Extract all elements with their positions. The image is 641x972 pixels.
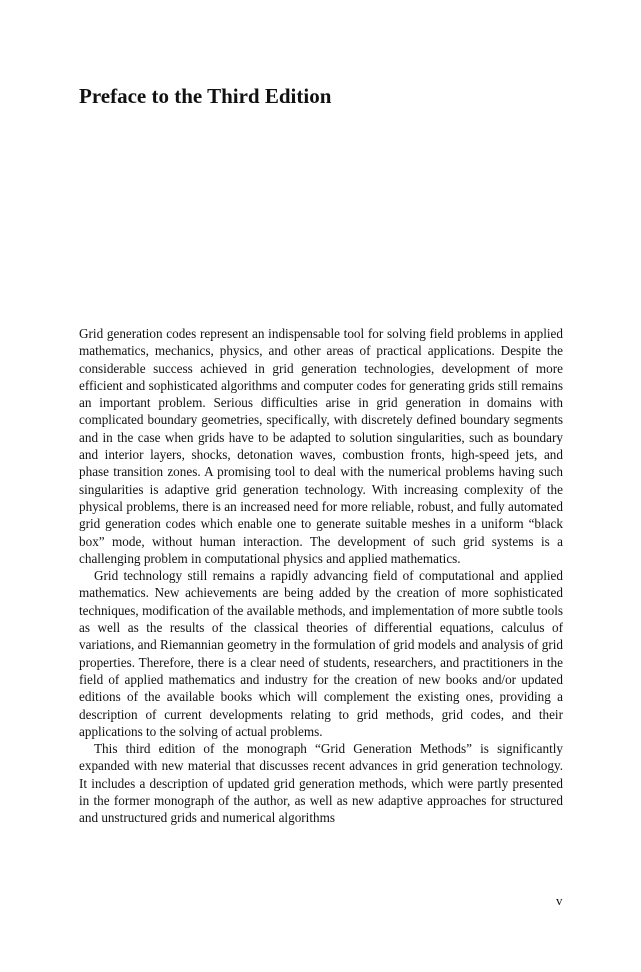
- page-number: v: [556, 893, 563, 908]
- paragraph-3: This third edition of the monograph “Grid Generation Methods” is significantly expanded with new material that discusses recent advances in grid generation technology. It includes a description of updated grid generation methods, which were partly presented in the former monograph of the author, as well as new adaptive approaches for structured and unstructured grids and numerical algorithms: [79, 741, 563, 826]
- paragraph-1: Grid generation codes represent an indispensable tool for solving field problems in applied mathematics, mechanics, physics, and other areas of practical applications. Despite the considerable success achieved in grid generation technologies, development of more efficient and sophisticated algorithms and computer codes for generating grids still remains an important problem. Serious difficulties arise in grid generation in domains with complicated boundary geometries, specifically, with discretely defined boundary segments and in the case when grids have to be adapted to solution singularities, such as boundary and interior layers, shocks, detonation waves, combustion fronts, high-speed jets, and phase transition zones. A promising tool to deal with the numerical problems having such singularities is adaptive grid generation technology. With increasing complexity of the physical problems, there is an increased need for more reliable, robust, and fully automated grid generation codes which enable one to generate suitable meshes in a uniform “black box” mode, without human interaction. The development of such grid systems is a challenging problem in computational physics and applied mathematics.: [79, 326, 563, 566]
- preface-body: [79, 325, 563, 827]
- page-title: Preface to the Third Edition: [79, 84, 332, 108]
- paragraph-2: Grid technology still remains a rapidly advancing field of computational and applied mathematics. New achievements are being added by the creation of more sophisticated techniques, modification of the available methods, and implementation of more subtle tools as well as the results of the classical theories of differential equations, calculus of variations, and Riemannian geometry in the formulation of grid models and analysis of grid properties. Therefore, there is a clear need of students, researchers, and practitioners in the field of applied mathematics and industry for the creation of new books and/or updated editions of the available books which will complement the existing ones, providing a description of current developments relating to grid methods, grid codes, and their applications to the solving of actual problems.: [79, 568, 563, 739]
